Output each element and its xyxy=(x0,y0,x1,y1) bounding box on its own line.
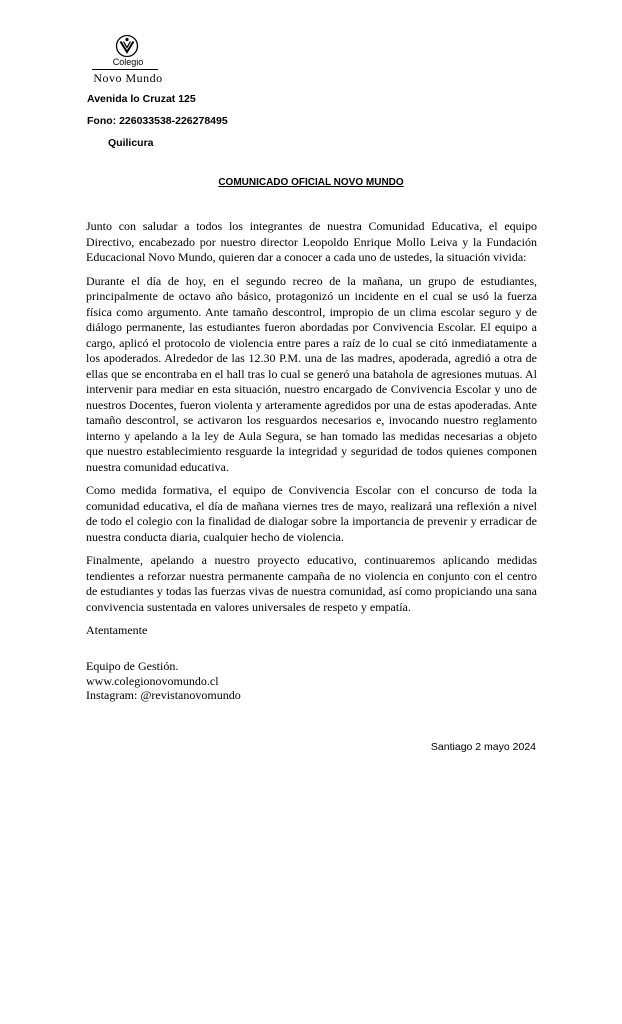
logo-line-2: Novo Mundo xyxy=(93,71,163,85)
signature-instagram: Instagram: @revistanovomundo xyxy=(86,688,241,702)
letter-body xyxy=(86,219,537,647)
logo-divider xyxy=(92,69,158,70)
school-city: Quilicura xyxy=(108,137,154,149)
letter-date: Santiago 2 mayo 2024 xyxy=(430,741,536,753)
paragraph-measure: Como medida formativa, el equipo de Convivencia Escolar con el concurso de toda la comunidad educativa, el día de mañana viernes tres de mayo, realizará una reflexión a nivel de todo el colegio con la finalidad de dialogar sobre la importancia de prevenir y erradicar de nuestra conducta diaria, cualquier hecho de violencia. xyxy=(86,483,537,544)
paragraph-finally: Finalmente, apelando a nuestro proyecto educativo, continuaremos aplicando medidas tendientes a reforzar nuestra permanente campaña de no violencia en conjunto con el centro de estudiantes y todas las fuerzas vivas de nuestra comunidad, así como propiciando una sana convivencia sustentada en valores universales de respeto y empatía. xyxy=(86,553,537,614)
closing-salutation: Atentamente xyxy=(86,623,148,637)
school-phone: Fono: 226033538-226278495 xyxy=(87,115,228,127)
signature-block xyxy=(86,659,386,703)
paragraph-greeting: Junto con saludar a todos los integrantes de nuestra Comunidad Educativa, el equipo Directivo, encabezado por nuestro director Leopoldo Enrique Mollo Leiva y la Fundación Educacional Novo Mundo, quieren dar a conocer a cada uno de ustedes, la situación vivida: xyxy=(86,219,537,264)
school-address: Avenida lo Cruzat 125 xyxy=(87,93,196,105)
signature-website: www.colegionovomundo.cl xyxy=(86,673,219,688)
logo-line-1: Colegio xyxy=(112,57,144,67)
paragraph-incident: Durante el día de hoy, en el segundo recreo de la mañana, un grupo de estudiantes, principalmente de octavo año básico, protagonizó un incidente en el cual se usó la fuerza física como argumento. Ante tamaño descontrol, impropio de un clima escolar seguro y de diálogo permanente, las estudiantes fueron abordadas por Convivencia Escolar. El equipo a cargo, aplicó el protocolo de violencia entre pares a raíz de lo cual se citó inmediatamente a los apoderados. Alrededor de las 12.30 P.M. una de las madres, apoderada, agredió a otra de ellas que se encontraba en el hall tras lo cual se generó una batahola de agresiones mutuas. Al intervenir para mediar en esta situación, nuestro encargado de Convivencia Escolar y uno de nuestros Docentes, fueron violenta y arteramente agredidos por una de estas apoderadas. Ante tamaño descontrol, se activaron los resguardos necesarios e, invocando nuestro reglamento interno y apelando a la ley de Aula Segura, se han tomado las medidas necesarias a objeto que nuestro establecimiento resguarde la integridad y seguridad de todos quienes componen nuestra comunidad educativa. xyxy=(86,273,537,474)
school-emblem-icon xyxy=(114,34,140,58)
school-logo xyxy=(88,32,168,90)
document-title: COMUNICADO OFICIAL NOVO MUNDO xyxy=(218,177,404,188)
signature-team: Equipo de Gestión. xyxy=(86,659,179,673)
